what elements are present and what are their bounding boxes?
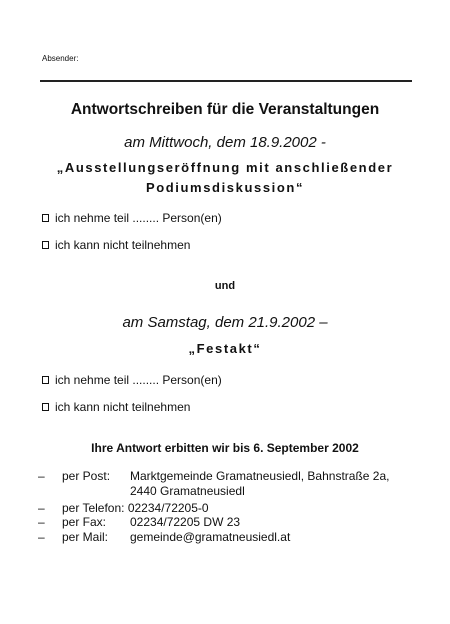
- list-dash: –: [38, 530, 45, 544]
- checkbox-icon[interactable]: [42, 241, 49, 249]
- sender-label: Absender:: [42, 54, 79, 63]
- contact-type: per Telefon: 02234/72205-0: [62, 501, 209, 515]
- event2-name: „Festakt“: [188, 341, 262, 356]
- list-dash: –: [38, 515, 45, 529]
- event2-attend-option[interactable]: [42, 373, 222, 387]
- event1-name-line1: „Ausstellungseröffnung mit anschließender: [56, 160, 394, 175]
- event1-attend-label: ich nehme teil ........ Person(en): [55, 211, 222, 225]
- event1-date: am Mittwoch, dem 18.9.2002 -: [124, 134, 326, 151]
- contact-value: Marktgemeinde Gramatneusiedl, Bahnstraße 2a,: [130, 469, 390, 483]
- event2-attend-label: ich nehme teil ........ Person(en): [55, 373, 222, 387]
- page-title: Antwortschreiben für die Veranstaltungen: [70, 101, 380, 118]
- checkbox-icon[interactable]: [42, 376, 49, 384]
- contact-value: gemeinde@gramatneusiedl.at: [130, 530, 291, 544]
- list-dash: –: [38, 469, 45, 483]
- event1-attend-option[interactable]: [42, 211, 222, 225]
- event2-date: am Samstag, dem 21.9.2002 –: [122, 314, 328, 331]
- contact-type: per Fax:: [62, 515, 107, 529]
- contact-type: per Mail:: [62, 530, 109, 544]
- contact-type: per Post:: [62, 469, 111, 483]
- contact-value: 02234/72205 DW 23: [130, 515, 241, 529]
- event2-decline-label: ich kann nicht teilnehmen: [55, 400, 191, 414]
- contact-value-line2: 2440 Gramatneusiedl: [130, 484, 245, 498]
- event2-decline-option[interactable]: [42, 400, 190, 414]
- event1-decline-label: ich kann nicht teilnehmen: [55, 238, 191, 252]
- reply-deadline: Ihre Antwort erbitten wir bis 6. September 2002: [91, 441, 359, 455]
- checkbox-icon[interactable]: [42, 214, 49, 222]
- list-dash: –: [38, 501, 45, 515]
- event1-decline-option[interactable]: [42, 238, 190, 252]
- checkbox-icon[interactable]: [42, 403, 49, 411]
- header-rule: [40, 80, 412, 82]
- event1-name-line2: Podiumsdiskussion“: [145, 180, 305, 195]
- connector-text: und: [214, 280, 236, 292]
